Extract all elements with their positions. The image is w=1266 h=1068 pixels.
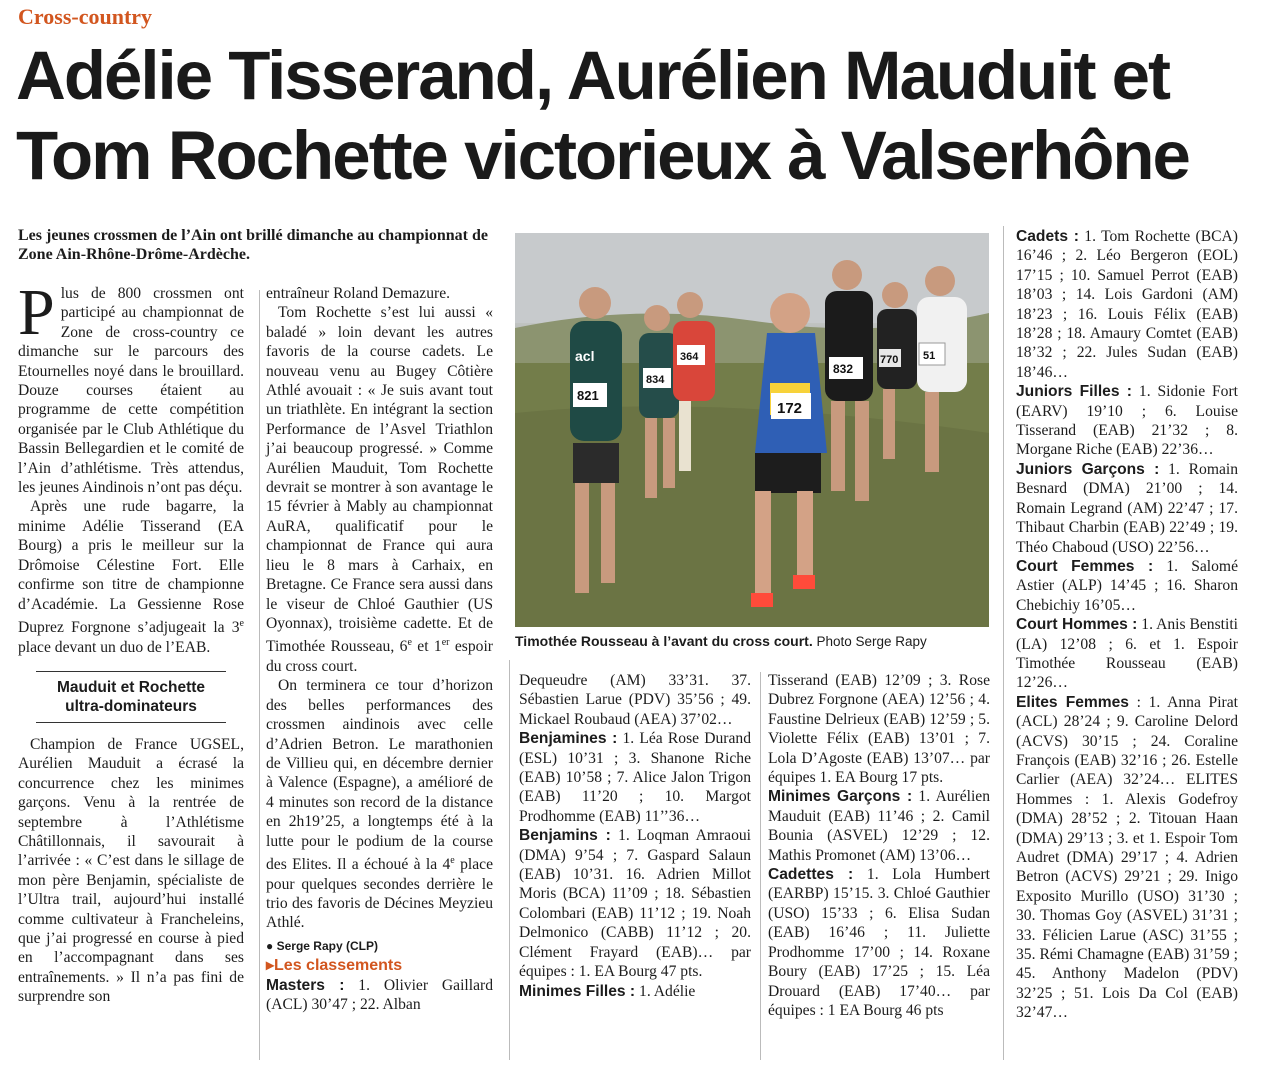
results-minimes-filles: Minimes Filles : 1. Adélie (519, 982, 696, 1000)
race-photo (515, 233, 989, 627)
results-minimes-garcons: Minimes Garçons : 1. Aurélien Mauduit (EAB) 11’46 ; 2. Camil Bounia (ASVEL) 12’29 ; 12. Mathis Promonet (AM) 13’06… (768, 788, 991, 864)
column-divider (1003, 226, 1004, 1060)
headline (16, 36, 1256, 196)
results-court-femmes: Court Femmes : 1. Salomé Astier (ALP) 14’45 ; 16. Sharon Chebichiy 16’05… (1016, 557, 1238, 614)
caption-text: Timothée Rousseau à l’avant du cross court. (515, 633, 813, 649)
section-kicker: Cross-country (18, 4, 153, 29)
paragraph-intro: Plus de 800 crossmen ont participé au championnat de Zone de cross-country ce dimanche sur le parcours des Etournelles noyé dans le brouillard. Douze courses étaient au programme de cette compétition organisée par le Club Athlétique du Bassin Bellegardien et le comité de l’Ain d’athlétisme. Très attendus, les jeunes Aindinois n’ont pas déçu. (18, 276, 244, 497)
results-benjamines: Benjamines : 1. Léa Rose Durand (ESL) 10’31 ; 3. Shanone Riche (EAB) 10’58 ; 7. Alice Jalon Trigon (EAB) 11’20 ; 10. Margot Prodhomme (EAB) 11’’36… (519, 730, 751, 825)
lede: Les jeunes crossmen de l’Ain ont brillé dimanche au championnat de Zone Ain-Rhône-Drôme-Ardèche. (18, 227, 488, 263)
paragraph-rochette: Tom Rochette s’est lui aussi « baladé » loin devant les autres favoris de la course cadets. Le nouveau venu au Bugey Côtière Athlé avouait : « Je suis avant tout un triathlète. En intégrant la section Performance de l’Asvel Triathlon j’ai beaucoup progressé. » Comme Aurélien Mauduit, Tom Rochette devrait se montrer à son avantage le 15 février à Mably au championnat AuRA, qualificatif pour le championnat de France qui aura lieu le 8 mars à Carhaix, en Bretagne. Ce France sera aussi dans le viseur de Chloé Gauthier (US Oyonnax), troisième cadette. Et de Timothée Rousseau, 6e et 1er espoir du cross court. (266, 304, 493, 675)
bib-834: 834 (646, 374, 665, 386)
subheading: Mauduit et Rochette ultra-dominateurs (36, 671, 226, 723)
bib-172: 172 (777, 400, 803, 417)
headline-line-1: Adélie Tisserand, Aurélien Mauduit et (16, 37, 1169, 114)
paragraph-continuation: entraîneur Roland Demazure. (266, 285, 451, 302)
photo-credit: Photo Serge Rapy (816, 634, 927, 649)
results-benjamins: Benjamins : 1. Loqman Amraoui (DMA) 9’54 ; 7. Gaspard Salaun (EAB) 10’31. 16. Adrien Millot Moris (BCA) 11’09 ; 18. Sébastien Colombari (EAB) 11’12 ; 19. Noah Delmonico (CABB) 11’12 ; 20. Clément Frayard (EAB)… par équipes : 1. EA Bourg 47 pts. (519, 827, 751, 981)
column-divider (509, 660, 510, 1060)
results-title: ▸Les classements (266, 957, 403, 975)
bib-364: 364 (680, 351, 699, 363)
results-court-hommes: Court Hommes : 1. Anis Benstiti (LA) 12’08 ; 6. et 1. Espoir Timothée Rousseau (EAB) 12’26… (1016, 616, 1238, 692)
drop-cap: P (18, 276, 55, 349)
results-cadets: Cadets : 1. Tom Rochette (BCA) 16’46 ; 2. Léo Bergeron (EOL) 17’15 ; 10. Samuel Perrot (EAB) 18’03 ; 14. Lois Gardoni (AM) 18’23 ; 16. Louis Félix (EAB) 18’28 ; 18. Amaury Comtet (EAB) 18’32 ; 22. Jules Sudan (EAB) 18’46… (1016, 228, 1238, 381)
article-column-2 (266, 284, 493, 1014)
column-divider (760, 672, 761, 1060)
results-masters-cont: Dequeudre (AM) 33’31. 37. Sébastien Larue (PDV) 35’56 ; 49. Mickael Roubaud (AEA) 37’02… (519, 672, 751, 728)
results-masters: Masters : 1. Olivier Gaillard (ACL) 30’47 ; 22. Alban (266, 976, 493, 1013)
headline-line-2: Tom Rochette victorieux à Valserhône (16, 117, 1189, 194)
results-elites: Elites Femmes : 1. Anna Pirat (ACL) 28’24 ; 9. Caroline Delord (ACVS) 30’15 ; 24. Coraline François (EAB) 32’16 ; 26. Estelle Carlier (AEA) 32’24… ELITES Hommes : 1. Alexis Godefroy (DMA) 28’52 ; 2. Titouan Haan (DMA) 29’13 ; 3. et 1. Espoir Tom Audret (DMA) 29’17 ; 4. Adrien Betron (ACVS) 29’21 ; 29. Inigo Exposito Murillo (USO) 31’30 ; 30. Thomas Goy (ASVEL) 31’31 ; 33. Félicien Larue (ASC) 31’55 ; 35. Rémi Chamagne (EAB) 31’59 ; 45. Anthony Madelon (PDV) 32’25 ; 51. Lois Da Col (EAB) 32’47… (1016, 693, 1238, 1022)
runners-illustration (515, 233, 989, 627)
results-cadettes: Cadettes : 1. Lola Humbert (EARBP) 15’15. 3. Chloé Gauthier (USO) 15’33 ; 6. Elisa Sudan (EAB) 16’46 ; 11. Juliette Prodhomme 17’00 ; 14. Roxane Boury (EAB) 17’25 ; 15. Léa Drouard (EAB) 17’40… par équipes : 1 EA Bourg 46 pts (768, 866, 991, 1019)
bib-821: 821 (577, 388, 599, 403)
results-column-3 (1016, 227, 1238, 1023)
bib-832: 832 (833, 362, 854, 376)
shirt-logo: acl (575, 348, 595, 364)
byline: ● Serge Rapy (CLP) (266, 938, 378, 953)
photo-caption (515, 632, 995, 651)
results-column-2 (768, 671, 990, 1020)
bib-770: 770 (880, 354, 899, 366)
results-juniors-garcons: Juniors Garçons : 1. Romain Besnard (DMA) 21’00 ; 14. Romain Legrand (AM) 22’47 ; 17. Thibaut Charbin (EAB) 22’49 ; 19. Théo Chaboud (USO) 22’56… (1016, 460, 1239, 556)
column-divider (259, 290, 260, 1060)
results-column-1 (519, 671, 751, 1001)
paragraph-mauduit: Champion de France UGSEL, Aurélien Mauduit a écrasé la concurrence chez les minimes garçons. Venu à la rentrée de septembre à l’Athlétisme Châtillonnais, il savourait à l’arrivée : « C’est dans le sillage de mon père Benjamin, spécialiste de l’Ultra trail, aujourd’hui installé comme cultivateur à Francheleins, que j’ai progressé en course à pied en l’accompagnant dans ses entraînements. » Il n’a pas fini de surprendre son (18, 735, 244, 1006)
results-minimes-filles-cont: Tisserand (EAB) 12’09 ; 3. Rose Dubrez Forgnone (AEA) 12’56 ; 4. Faustine Delrieux (EAB) 12’59 ; 5. Violette Félix (EAB) 13’01 ; 7. Lola D’Agoste (EAB) 13’07… par équipes 1. EA Bourg 17 pts. (768, 672, 990, 787)
results-juniors-filles: Juniors Filles : 1. Sidonie Fort (EARV) 19’10 ; 6. Louise Tisserand (EAB) 21’32 ; 8. Morgane Riche (EAB) 22’36… (1016, 383, 1238, 459)
paragraph-tisserand: Après une rude bagarre, la minime Adélie Tisserand (EA Bourg) a pris le meilleur sur la Drômoise Célestine Fort. Elle confirme son titre de championne d’Académie. La Gessienne Rose Duprez Forgnone s’adjugeait la 3e place devant un duo de l’EAB. (18, 498, 244, 656)
bib-51: 51 (923, 350, 936, 362)
article-column-1 (18, 276, 244, 1007)
paragraph-betron: On terminera ce tour d’horizon des belles performances des crossmen aindinois avec celle d’Adrien Betron. Le marathonien de Villieu qui, en décembre dernier à Valence (Espagne), a amélioré de 4 minutes son record de la distance en 2h19’25, a longtemps été à la lutte pour le podium de la course des Elites. Il a échoué à la 4e place pour quelques secondes derrière le trio des favoris de Décines Meyzieu Athlé. (266, 677, 494, 932)
